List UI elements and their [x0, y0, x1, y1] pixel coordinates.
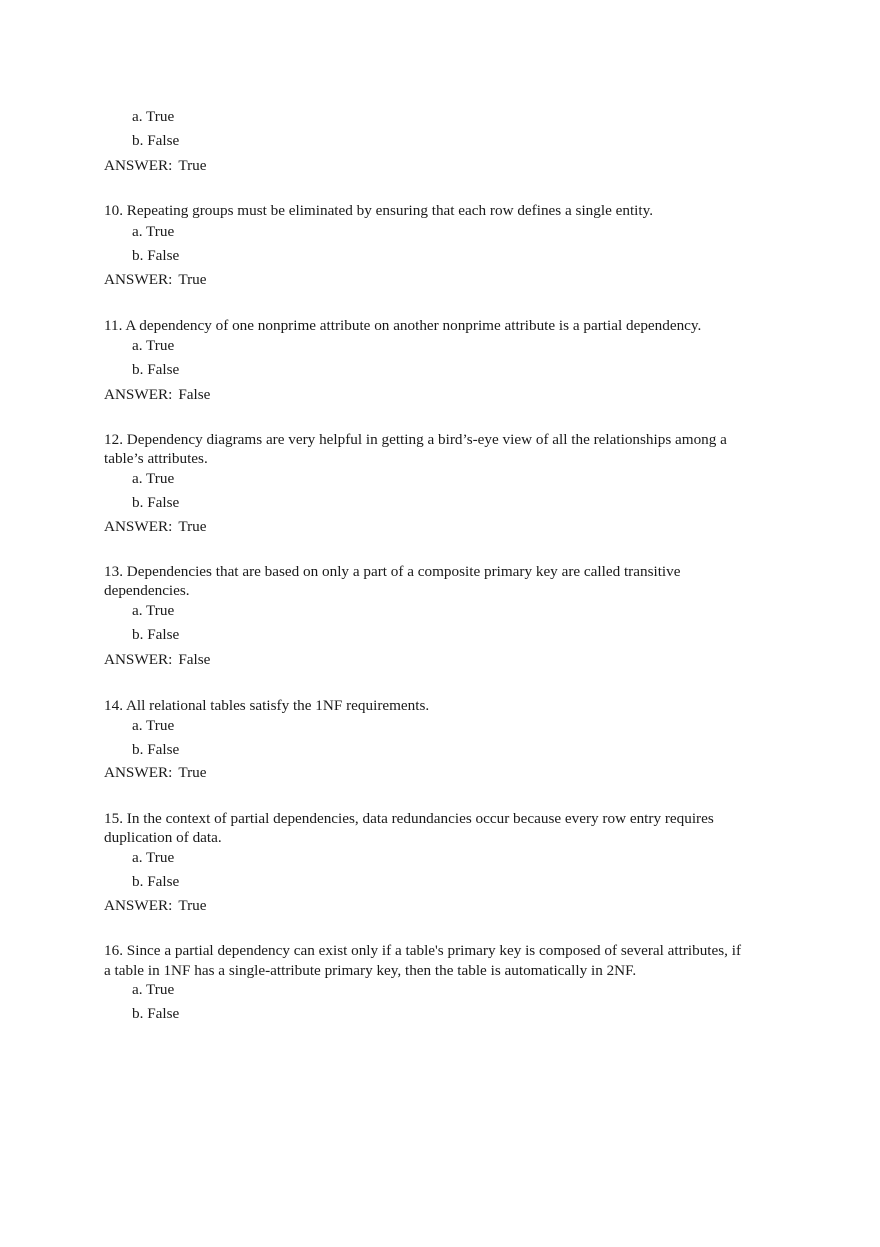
- q10-option-a: a. True: [132, 223, 175, 240]
- q13-stem-line1: 13. Dependencies that are based on only a part of a composite primary key are called transitive: [104, 563, 681, 580]
- q16-option-a: a. True: [132, 981, 175, 998]
- answer-label: ANSWER:: [104, 897, 173, 914]
- q12-option-a: a. True: [132, 470, 175, 487]
- q12-answer: [104, 517, 206, 536]
- answer-label: ANSWER:: [104, 518, 173, 535]
- q11-answer-value: False: [178, 386, 211, 403]
- q10-answer-value: True: [178, 271, 207, 288]
- q9-answer-value: True: [178, 157, 207, 174]
- q14-option-a: a. True: [132, 717, 175, 734]
- q9-option-a: a. True: [132, 108, 175, 125]
- q13-option-b: b. False: [132, 626, 180, 643]
- q11-answer: [104, 385, 210, 404]
- q11-option-b: b. False: [132, 361, 180, 378]
- q14-answer: [104, 763, 206, 782]
- q14-answer-value: True: [178, 764, 207, 781]
- q15-stem-line2: duplication of data.: [104, 829, 222, 846]
- q11-option-a: a. True: [132, 337, 175, 354]
- q16-stem-line1: 16. Since a partial dependency can exist only if a table's primary key is composed of several attributes, if: [104, 942, 742, 959]
- answer-label: ANSWER:: [104, 157, 173, 174]
- q15-option-a: a. True: [132, 849, 175, 866]
- q13-stem-line2: dependencies.: [104, 582, 190, 599]
- q13-option-a: a. True: [132, 602, 175, 619]
- answer-label: ANSWER:: [104, 386, 173, 403]
- q16-stem-line2: a table in 1NF has a single-attribute primary key, then the table is automatically in 2NF.: [104, 962, 637, 979]
- q13-answer: [104, 650, 210, 669]
- q13-answer-value: False: [178, 651, 211, 668]
- answer-label: ANSWER:: [104, 271, 173, 288]
- q12-answer-value: True: [178, 518, 207, 535]
- q15-option-b: b. False: [132, 873, 180, 890]
- q10-stem: 10. Repeating groups must be eliminated by ensuring that each row defines a single entity.: [104, 202, 654, 219]
- q12-option-b: b. False: [132, 494, 180, 511]
- q11-stem: 11. A dependency of one nonprime attribute on another nonprime attribute is a partial dependency.: [104, 317, 702, 334]
- q9-option-b: b. False: [132, 132, 180, 149]
- q12-stem-line1: 12. Dependency diagrams are very helpful in getting a bird’s-eye view of all the relationships among a: [104, 431, 727, 448]
- q9-answer: [104, 156, 206, 175]
- q15-answer: [104, 896, 206, 915]
- answer-label: ANSWER:: [104, 764, 173, 781]
- q15-stem-line1: 15. In the context of partial dependencies, data redundancies occur because every row entry requires: [104, 810, 714, 827]
- q10-answer: [104, 270, 206, 289]
- q10-option-b: b. False: [132, 247, 180, 264]
- q15-answer-value: True: [178, 897, 207, 914]
- q14-option-b: b. False: [132, 741, 180, 758]
- answer-label: ANSWER:: [104, 651, 173, 668]
- q12-stem-line2: table’s attributes.: [104, 450, 208, 467]
- q16-option-b: b. False: [132, 1005, 180, 1022]
- q14-stem: 14. All relational tables satisfy the 1NF requirements.: [104, 697, 430, 714]
